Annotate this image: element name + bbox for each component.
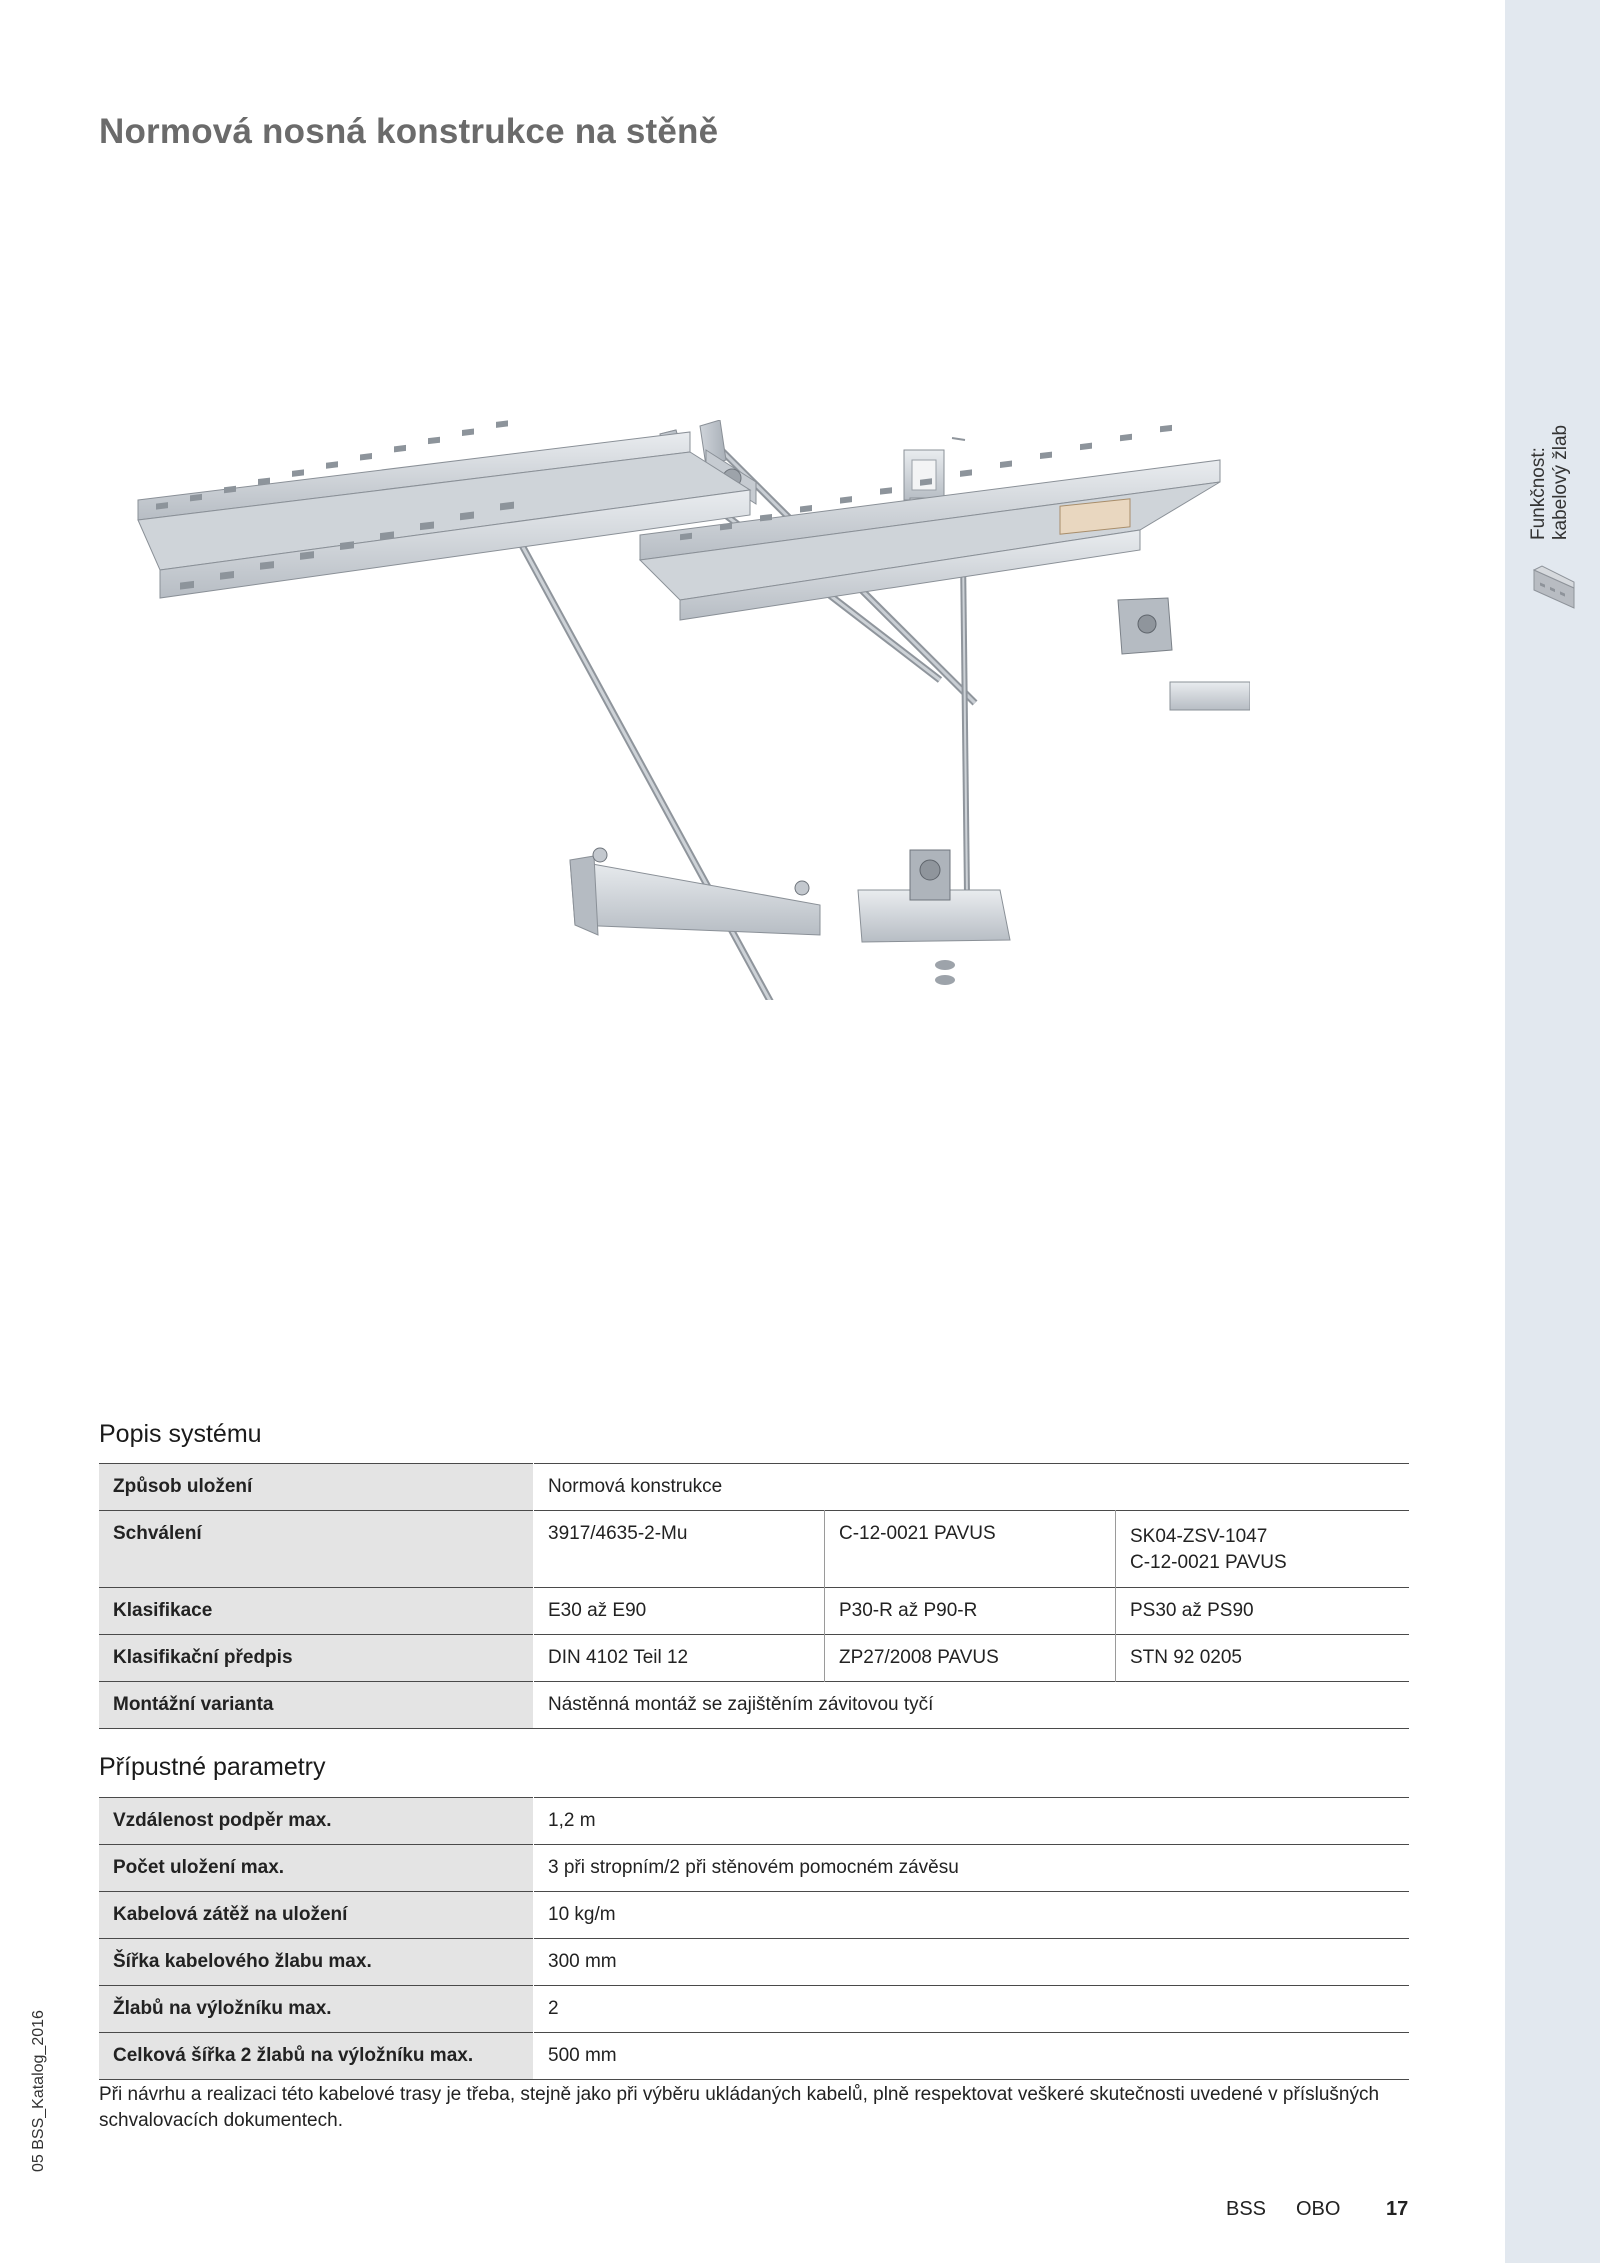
table-row: [99, 1682, 1409, 1729]
table-row: [99, 1892, 1409, 1939]
cell-value: 3 při stropním/2 při stěnovém pomocném závěsu: [534, 1845, 1410, 1892]
table-row: [99, 1635, 1409, 1682]
sidebar-label-line2: kabelový žlab: [1550, 424, 1571, 540]
row-label: Celková šířka 2 žlabů na výložníku max.: [99, 2033, 534, 2080]
table-row: [99, 1798, 1409, 1845]
row-label: Vzdálenost podpěr max.: [99, 1798, 534, 1845]
sidebar-label: [1528, 420, 1580, 540]
cell-value: 2: [534, 1986, 1410, 2033]
table-row: [99, 1845, 1409, 1892]
sidebar-label-line1: Funkčnost:: [1528, 447, 1549, 540]
cell-value: Normová konstrukce: [534, 1464, 1410, 1511]
footer-brand-obo: OBO: [1296, 2198, 1341, 2220]
cell-value: 10 kg/m: [534, 1892, 1410, 1939]
row-label: Klasifikace: [99, 1588, 534, 1635]
cell-value: Nástěnná montáž se zajištěním závitovou tyčí: [534, 1682, 1410, 1729]
row-label: Počet uložení max.: [99, 1845, 534, 1892]
page-title: Normová nosná konstrukce na stěně: [99, 112, 719, 151]
cell-value: E30 až E90: [534, 1588, 825, 1635]
popis-heading: Popis systému: [99, 1420, 262, 1448]
row-label: Šířka kabelového žlabu max.: [99, 1939, 534, 1986]
cell-value: ZP27/2008 PAVUS: [825, 1635, 1116, 1682]
cell-value: PS30 až PS90: [1116, 1588, 1410, 1635]
cell-value: STN 92 0205: [1116, 1635, 1410, 1682]
cable-tray-illustration: [120, 420, 1250, 1000]
cell-value: 1,2 m: [534, 1798, 1410, 1845]
cell-line: C-12-0021 PAVUS: [1130, 1552, 1287, 1573]
row-label: Způsob uložení: [99, 1464, 534, 1511]
footer-brand-bss: BSS: [1226, 2198, 1267, 2220]
catalog-code: 05 BSS_Katalog_2016: [30, 2010, 47, 2172]
cell-line: SK04-ZSV-1047: [1130, 1526, 1268, 1547]
row-label: Žlabů na výložníku max.: [99, 1986, 534, 2033]
row-label: Kabelová zátěž na uložení: [99, 1892, 534, 1939]
cable-tray-icon: [1530, 562, 1578, 616]
cell-value: DIN 4102 Teil 12: [534, 1635, 825, 1682]
table-row: [99, 1939, 1409, 1986]
note-paragraph: Při návrhu a realizaci této kabelové trasy je třeba, stejně jako při výběru ukládaných kabelů, plně respektovat veškeré skutečnosti uvedené v příslušných schvalovacích dokumentech.: [99, 2084, 1380, 2131]
row-label: Klasifikační předpis: [99, 1635, 534, 1682]
table-row: [99, 1464, 1409, 1511]
table-row: [99, 1511, 1409, 1588]
sidebar: [1505, 0, 1600, 2263]
popis-table: [99, 1463, 1409, 1729]
cell-value: 300 mm: [534, 1939, 1410, 1986]
cell-value: P30-R až P90-R: [825, 1588, 1116, 1635]
table-row: [99, 1588, 1409, 1635]
cell-value: [1116, 1511, 1410, 1588]
row-label: Montážní varianta: [99, 1682, 534, 1729]
table-row: [99, 2033, 1409, 2080]
cell-value: 500 mm: [534, 2033, 1410, 2080]
cell-value: C-12-0021 PAVUS: [825, 1511, 1116, 1588]
page-number: 17: [1386, 2198, 1409, 2220]
parametry-table: [99, 1797, 1409, 2080]
parametry-heading: Přípustné parametry: [99, 1753, 326, 1781]
table-row: [99, 1986, 1409, 2033]
cell-value: 3917/4635-2-Mu: [534, 1511, 825, 1588]
row-label: Schválení: [99, 1511, 534, 1588]
